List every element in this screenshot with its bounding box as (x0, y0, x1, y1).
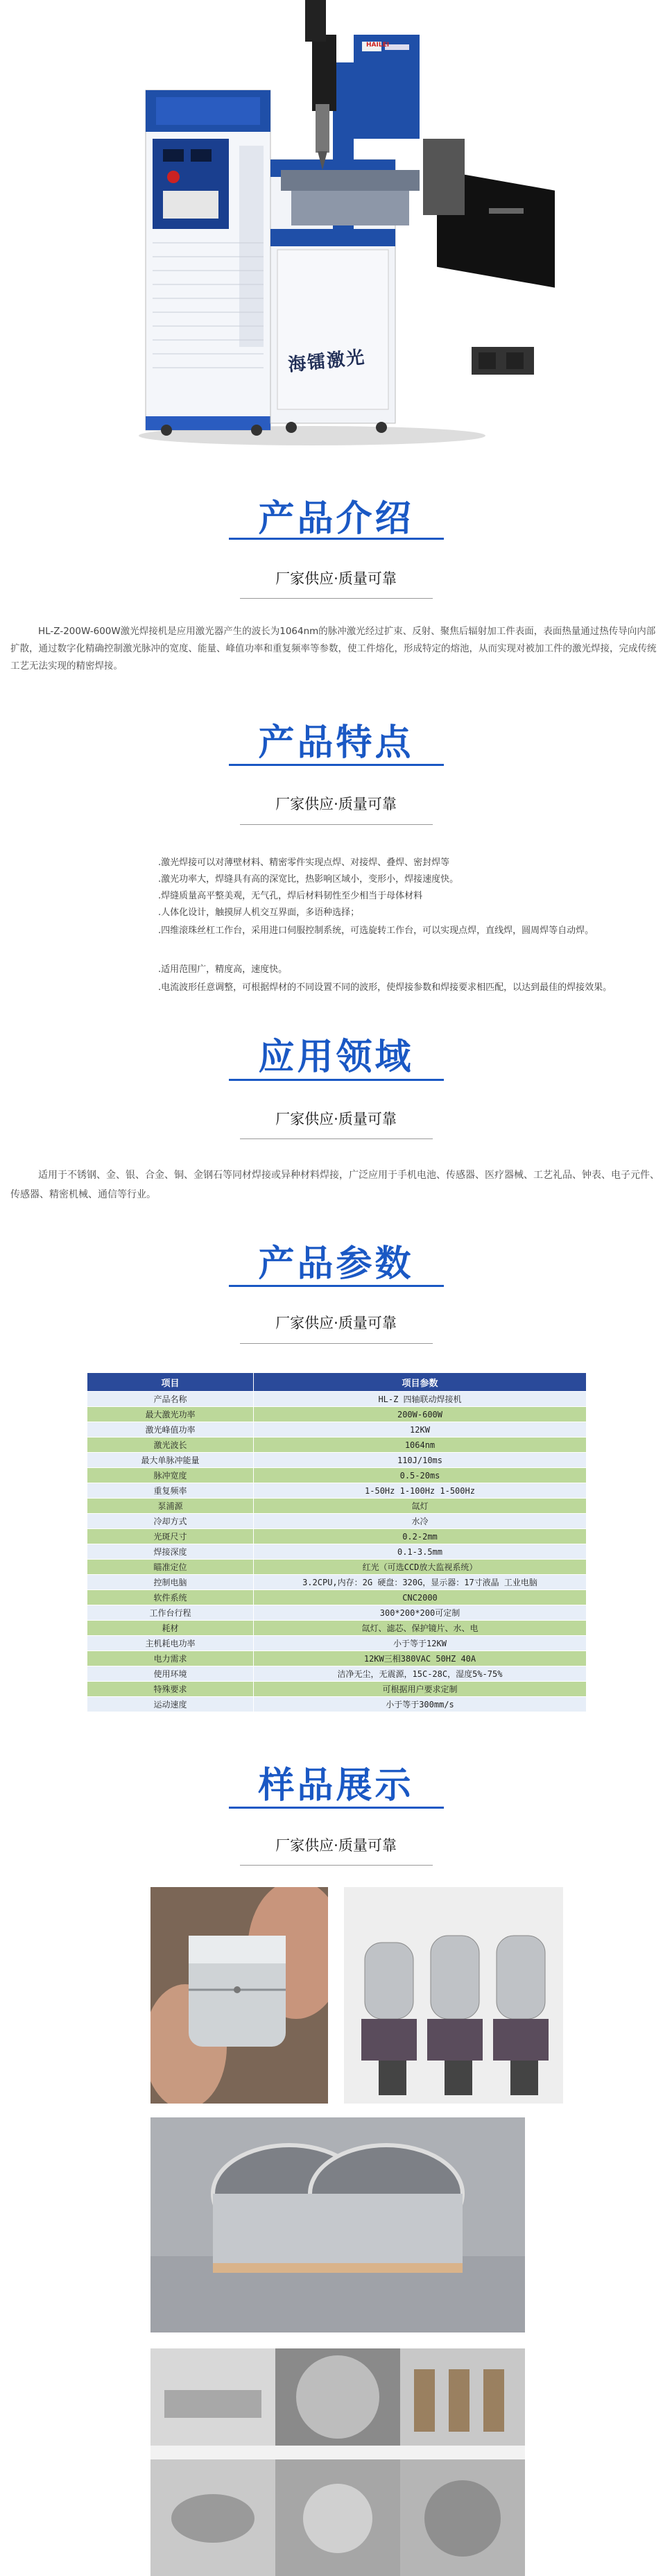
spec-row (87, 1621, 587, 1636)
intro-text: HL-Z-200W-600W激光焊接机是应用激光器产生的波长为1064nm的脉冲激光经过扩束、反射、聚焦后辐射加工件表面，表面热量通过热传导向内部扩散，通过数字化精确控制激光脉冲的宽度、能量、峰值功率和重复频率等参数，使工件熔化，形成特定的熔池，从而实现对被加工件的激光焊接，完成传统工艺无法实现的精密焊接。 (10, 626, 657, 672)
params-title-underline (229, 1285, 444, 1287)
spec-key: 焊接深度 (87, 1544, 254, 1560)
spec-key: 重复频率 (87, 1483, 254, 1499)
spec-key: 软件系统 (87, 1590, 254, 1605)
spec-value: 110J/10ms (254, 1453, 587, 1468)
spec-key: 泵浦源 (87, 1499, 254, 1514)
spec-value: CNC2000 (254, 1590, 587, 1605)
spec-value: 红光（可选CCD放大监视系统） (254, 1560, 587, 1575)
spec-key: 脉冲宽度 (87, 1468, 254, 1483)
spec-key: 瞄准定位 (87, 1560, 254, 1575)
spec-value: 小于等于12KW (254, 1636, 587, 1651)
spec-row (87, 1575, 587, 1590)
spec-row (87, 1438, 587, 1453)
spec-row (87, 1514, 587, 1529)
spec-value: HL-Z 四轴联动焊接机 (254, 1392, 587, 1407)
sample-photo-double-tube (150, 2117, 525, 2332)
sample-photo-collage (150, 2348, 525, 2576)
spec-key: 最大激光功率 (87, 1407, 254, 1422)
spec-row (87, 1651, 587, 1666)
spec-key: 使用环境 (87, 1666, 254, 1682)
spec-value: 300*200*200可定制 (254, 1605, 587, 1621)
params-subtitle-underline (240, 1343, 433, 1344)
spec-row (87, 1529, 587, 1544)
spec-row (87, 1636, 587, 1651)
spec-value: 1064nm (254, 1438, 587, 1453)
spec-value: 12KW (254, 1422, 587, 1438)
spec-header-value: 项目参数 (254, 1373, 587, 1392)
sample-photo-fittings (344, 1887, 563, 2104)
spec-key: 主机耗电功率 (87, 1636, 254, 1651)
spec-key: 耗材 (87, 1621, 254, 1636)
samples-title: 样品展示 (258, 1765, 414, 1807)
application-text: 适用于不锈钢、金、银、合金、铜、金钢石等同材焊接或异种材料焊接，广泛应用于手机电池、传感器、医疗器械、工艺礼品、钟表、电子元件、传感器、精密机械、通信等行业。 (10, 1170, 660, 1200)
application-title-underline (229, 1079, 444, 1081)
spec-header-item: 项目 (87, 1373, 254, 1392)
params-title: 产品参数 (258, 1243, 414, 1285)
spec-value: 12KW三相380VAC 50HZ 40A (254, 1651, 587, 1666)
spec-value: 200W-600W (254, 1407, 587, 1422)
spec-table (87, 1372, 587, 1712)
spec-row (87, 1483, 587, 1499)
intro-subtitle-underline (240, 598, 433, 599)
intro-title: 产品介绍 (258, 498, 414, 540)
spec-key: 最大单脉冲能量 (87, 1453, 254, 1468)
laser-welder-illustration (104, 0, 569, 451)
spec-key: 电力需求 (87, 1651, 254, 1666)
spec-value: 0.2-2mm (254, 1529, 587, 1544)
feature-item: .焊缝质量高平整美观，无气孔，焊后材料韧性至少相当于母体材料 (158, 891, 423, 901)
spec-key: 光斑尺寸 (87, 1529, 254, 1544)
feature-item: .人体化设计，触摸屏人机交互界面，多语种选择； (158, 907, 360, 918)
spec-value: 可根据用户要求定制 (254, 1682, 587, 1697)
brand-panel-text: 海镭激光 (287, 347, 367, 376)
spec-key: 激光波长 (87, 1438, 254, 1453)
spec-key: 工作台行程 (87, 1605, 254, 1621)
feature-item: .激光功率大，焊缝具有高的深宽比，热影响区域小，变形小，焊接速度快。 (158, 874, 459, 885)
spec-key: 激光峰值功率 (87, 1422, 254, 1438)
params-subtitle: 厂家供应·质量可靠 (275, 1315, 397, 1331)
application-subtitle-underline (240, 1138, 433, 1139)
samples-subtitle: 厂家供应·质量可靠 (275, 1837, 397, 1854)
spec-value: 1-50Hz 1-100Hz 1-500Hz (254, 1483, 587, 1499)
spec-key: 特殊要求 (87, 1682, 254, 1697)
intro-subtitle: 厂家供应·质量可靠 (275, 570, 397, 587)
feature-item: .四维滚珠丝杠工作台，采用进口伺服控制系统，可选旋转工作台，可以实现点焊，直线焊，圆周焊等自动焊。 (158, 926, 594, 936)
spec-row (87, 1499, 587, 1514)
feature-item: .适用范围广，精度高，速度快。 (158, 964, 288, 975)
spec-value: 氙灯 (254, 1499, 587, 1514)
spec-row (87, 1392, 587, 1407)
features-subtitle: 厂家供应·质量可靠 (275, 796, 397, 812)
spec-row (87, 1544, 587, 1560)
application-subtitle: 厂家供应·质量可靠 (275, 1111, 397, 1127)
spec-row (87, 1560, 587, 1575)
features-title: 产品特点 (258, 722, 414, 764)
product-photo (104, 0, 569, 451)
spec-row (87, 1468, 587, 1483)
spec-key: 冷却方式 (87, 1514, 254, 1529)
features-title-underline (229, 764, 444, 766)
spec-key: 运动速度 (87, 1697, 254, 1712)
machine-logo-text: HAILEI (366, 42, 390, 49)
spec-row (87, 1422, 587, 1438)
samples-subtitle-underline (240, 1865, 433, 1866)
spec-value: 0.5-20ms (254, 1468, 587, 1483)
spec-row (87, 1590, 587, 1605)
feature-item: .电流波形任意调整，可根据焊材的不同设置不同的波形，使焊接参数和焊接要求相匹配，以达到最佳的焊接效果。 (158, 982, 612, 993)
spec-value: 0.1-3.5mm (254, 1544, 587, 1560)
spec-value: 水冷 (254, 1514, 587, 1529)
samples-title-underline (229, 1807, 444, 1809)
spec-row (87, 1682, 587, 1697)
spec-value: 洁净无尘，无震源，15C-28C，湿度5%-75% (254, 1666, 587, 1682)
spec-row (87, 1605, 587, 1621)
spec-row (87, 1666, 587, 1682)
spec-key: 控制电脑 (87, 1575, 254, 1590)
feature-item: .激光焊接可以对薄壁材料、精密零件实现点焊、对接焊、叠焊、密封焊等 (158, 858, 450, 868)
spec-key: 产品名称 (87, 1392, 254, 1407)
spec-value: 3.2CPU,内存：2G 硬盘：320G，显示器：17寸液晶 工业电脑 (254, 1575, 587, 1590)
spec-header-row (87, 1373, 587, 1392)
spec-row (87, 1453, 587, 1468)
application-title: 应用领域 (258, 1037, 414, 1078)
spec-value: 小于等于300mm/s (254, 1697, 587, 1712)
spec-row (87, 1407, 587, 1422)
sample-photo-cylinder (150, 1887, 328, 2104)
spec-table-body (87, 1392, 587, 1712)
spec-row (87, 1697, 587, 1712)
spec-value: 氙灯、滤芯、保护镜片、水、电 (254, 1621, 587, 1636)
intro-title-underline (229, 538, 444, 540)
features-subtitle-underline (240, 824, 433, 825)
